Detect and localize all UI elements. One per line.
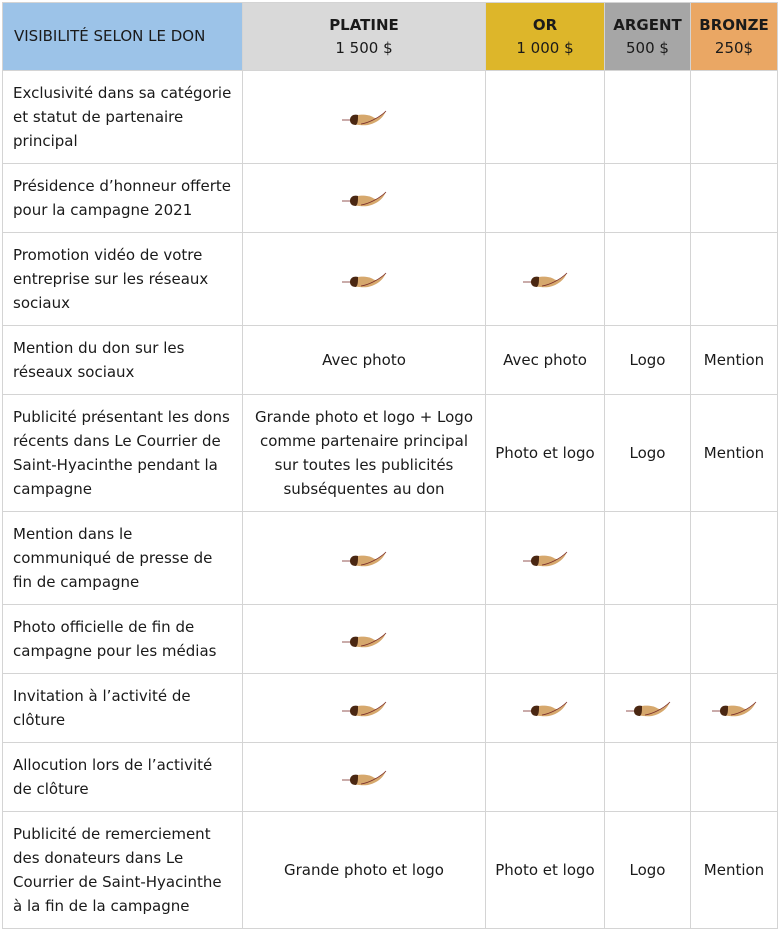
cell-platine <box>243 512 486 605</box>
cell-or <box>486 743 605 812</box>
row-label: Exclusivité dans sa catégorie et statut de partenaire principal <box>3 71 243 164</box>
tier-name: OR <box>532 15 558 34</box>
tier-name: ARGENT <box>613 15 682 34</box>
cell-bronze <box>691 605 778 674</box>
table-row <box>3 233 778 326</box>
cell-platine <box>243 164 486 233</box>
leaf-icon <box>341 108 387 126</box>
cell-argent <box>605 233 691 326</box>
cell-platine: Avec photo <box>243 326 486 395</box>
tier-name: BRONZE <box>699 15 769 34</box>
row-label: Invitation à l’activité de clôture <box>3 674 243 743</box>
tier-amount: 1 500 $ <box>335 38 393 57</box>
header-row <box>3 3 778 71</box>
cell-argent <box>605 164 691 233</box>
cell-or <box>486 164 605 233</box>
cell-or <box>486 71 605 164</box>
leaf-icon <box>341 270 387 288</box>
tier-name: PLATINE <box>329 15 399 34</box>
row-label: Publicité présentant les dons récents dans Le Courrier de Saint-Hyacinthe pendant la campagne <box>3 395 243 512</box>
row-label: Photo officielle de fin de campagne pour les médias <box>3 605 243 674</box>
cell-argent <box>605 674 691 743</box>
table-body <box>3 71 778 929</box>
cell-or: Avec photo <box>486 326 605 395</box>
tier-header-argent <box>605 3 691 71</box>
leaf-icon <box>522 699 568 717</box>
cell-or <box>486 233 605 326</box>
cell-bronze <box>691 743 778 812</box>
cell-bronze <box>691 164 778 233</box>
cell-platine <box>243 605 486 674</box>
table-row <box>3 812 778 929</box>
cell-argent <box>605 743 691 812</box>
cell-argent <box>605 605 691 674</box>
row-label: Mention du don sur les réseaux sociaux <box>3 326 243 395</box>
leaf-icon <box>522 270 568 288</box>
row-label: Promotion vidéo de votre entreprise sur les réseaux sociaux <box>3 233 243 326</box>
cell-or <box>486 605 605 674</box>
cell-bronze <box>691 71 778 164</box>
tier-header-or <box>486 3 605 71</box>
tier-amount: 250$ <box>714 38 754 57</box>
cell-platine: Grande photo et logo + Logo comme partenaire principal sur toutes les publicités subséquentes au don <box>243 395 486 512</box>
row-label: Présidence d’honneur offerte pour la campagne 2021 <box>3 164 243 233</box>
cell-bronze: Mention <box>691 326 778 395</box>
sponsorship-table-container <box>2 2 778 929</box>
row-label: Allocution lors de l’activité de clôture <box>3 743 243 812</box>
cell-bronze <box>691 674 778 743</box>
cell-argent <box>605 71 691 164</box>
cell-platine <box>243 71 486 164</box>
table-row <box>3 743 778 812</box>
table-row <box>3 605 778 674</box>
cell-platine <box>243 674 486 743</box>
table-row <box>3 674 778 743</box>
visibility-header: VISIBILITÉ SELON LE DON <box>3 3 243 71</box>
cell-bronze <box>691 512 778 605</box>
leaf-icon <box>341 768 387 786</box>
cell-or: Photo et logo <box>486 395 605 512</box>
leaf-icon <box>341 699 387 717</box>
tier-header-bronze <box>691 3 778 71</box>
cell-argent: Logo <box>605 326 691 395</box>
leaf-icon <box>341 189 387 207</box>
table-row <box>3 326 778 395</box>
tier-amount: 500 $ <box>626 38 669 57</box>
cell-bronze: Mention <box>691 812 778 929</box>
cell-argent <box>605 512 691 605</box>
tier-amount: 1 000 $ <box>516 38 574 57</box>
cell-or <box>486 512 605 605</box>
table-row <box>3 164 778 233</box>
table-row <box>3 71 778 164</box>
cell-argent: Logo <box>605 812 691 929</box>
row-label: Publicité de remerciement des donateurs dans Le Courrier de Saint-Hyacinthe à la fin de la campagne <box>3 812 243 929</box>
tier-header-platine <box>243 3 486 71</box>
leaf-icon <box>341 549 387 567</box>
cell-or: Photo et logo <box>486 812 605 929</box>
cell-bronze <box>691 233 778 326</box>
leaf-icon <box>625 699 671 717</box>
table-row <box>3 395 778 512</box>
leaf-icon <box>522 549 568 567</box>
cell-platine <box>243 233 486 326</box>
leaf-icon <box>341 630 387 648</box>
cell-argent: Logo <box>605 395 691 512</box>
cell-bronze: Mention <box>691 395 778 512</box>
table-row <box>3 512 778 605</box>
cell-or <box>486 674 605 743</box>
leaf-icon <box>711 699 757 717</box>
cell-platine <box>243 743 486 812</box>
cell-platine: Grande photo et logo <box>243 812 486 929</box>
row-label: Mention dans le communiqué de presse de fin de campagne <box>3 512 243 605</box>
sponsorship-visibility-table <box>2 2 778 929</box>
